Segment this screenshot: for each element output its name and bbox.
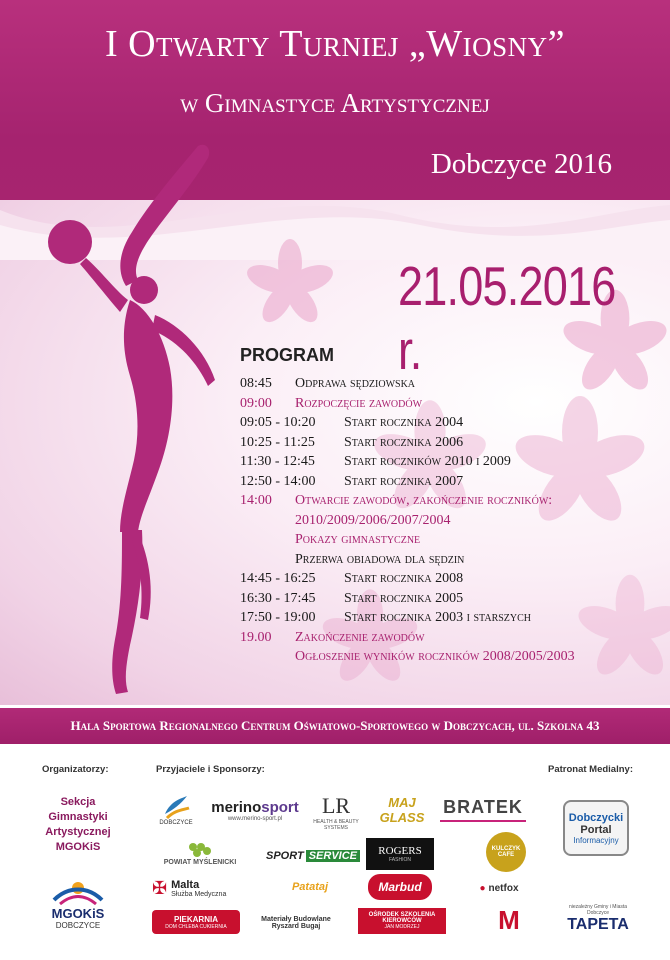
tapeta-text: TAPETA [567,916,629,933]
portal-line2: Portal [580,823,612,836]
program-row [240,413,660,433]
m-letter: M [498,904,520,935]
program-desc: Otwarcie zawodów, zakończenie roczników: [295,493,553,508]
program-desc: Start rocznika 2008 [344,571,464,586]
portal-logo [563,800,629,856]
netfox-icon: ● [479,882,486,894]
program-desc: Start rocznika 2004 [344,415,464,430]
kulczyk-logo: KULCZYK CAFE [486,832,526,872]
program-row [240,491,660,511]
portal-line1: Dobczycki [568,811,624,824]
program-row [240,647,660,667]
program-desc: Start rocznika 2005 [344,590,464,606]
sekcja-line3: Artystycznej [45,826,111,838]
piekarnia-logo [152,910,240,934]
rogers-sub: FASHION [389,857,411,863]
malta-text1: Malta [171,878,200,891]
m-logo [494,904,524,936]
program-desc: Ogłoszenie wyników roczników 2008/2005/2003 [295,649,575,664]
sekcja-line1: Sekcja [60,796,96,808]
osrodek-text2: KIEROWCÓW [382,918,422,924]
powiat-logo [150,838,250,868]
mgokis-name: MGOKiS [51,906,105,921]
dobczyce-icon [161,794,191,820]
program-desc: Start rocznika 2003 i starszych [344,610,532,625]
rogers-text: ROGERS [378,845,422,857]
osrodek-text3: JAN MODRZEJ [384,924,420,930]
media-label: Patronat Medialny: [548,764,633,775]
sekcja-line2: Gimnastyki [48,811,108,823]
program-row [240,472,660,492]
program-row [240,511,660,531]
program-time: 12:50 - 14:00 [240,473,316,489]
rogers-logo [366,838,434,870]
merino-logo [212,790,298,830]
program-time [240,550,295,570]
dobczyce-text: DOBCZYCE [159,820,193,826]
majglass-logo: MAJ GLASS [379,795,425,825]
program-time: 16:30 - 17:45 [240,590,316,606]
program-time: 17:50 - 19:00 [240,610,316,625]
program-row [240,452,660,472]
powiat-text: POWIAT MYŚLENICKI [163,858,237,866]
program-rows [240,374,660,667]
marbud-logo: Marbud [368,874,432,900]
gymnast-silhouette [20,140,240,700]
sekcja-logo [28,790,128,860]
mgokis-logo [28,872,128,936]
lr-text: LR [321,793,351,818]
program [240,345,660,667]
dobczyce-logo [150,790,202,830]
program-desc: 2010/2009/2006/2007/2004 [295,512,451,528]
malta-logo [152,874,248,902]
program-row [240,628,660,648]
title-line3: Dobczyce 2016 [430,148,612,180]
program-time [240,530,295,550]
program-desc: Przerwa obiadowa dla sędzin [295,551,465,567]
tapeta-sub: niezależny Gminy i Miasta Dobczyce [568,904,628,916]
merino-url: www.merino-sport.pl [227,815,283,822]
bratek-logo: BRATEK [440,794,526,822]
program-desc: Start roczników 2010 i 2009 [344,454,511,469]
maltese-cross-icon: ✠ [152,877,168,898]
merino-sport-text: sport [261,798,299,816]
program-row [240,569,660,589]
program-desc: Pokazy gimnastyczne [295,532,421,547]
program-row [240,530,660,550]
program-desc: Odprawa sędziowska [295,376,416,391]
netfox-logo [468,878,530,898]
event-date: 21.05.2016 r. [398,255,616,381]
program-desc: Rozpoczęcie zawodów [295,395,423,411]
osrodek-text1: OŚRODEK SZKOLENIA [368,912,436,918]
sportservice-text2: SERVICE [306,850,360,862]
program-time [240,511,295,531]
materialy-logo [252,910,340,936]
program-time [240,647,295,667]
osrodek-logo [358,908,446,934]
materialy-text1: Materiały Budowlane [261,916,331,923]
program-desc: Start rocznika 2006 [344,434,464,450]
portal-line3: Informacyjny [573,835,619,845]
program-time: 10:25 - 11:25 [240,434,315,450]
grapes-icon [187,841,213,859]
sponsors-label: Przyjaciele i Sponsorzy: [156,764,265,775]
title-line2: w Gimnastyce Artystycznej [180,88,490,118]
program-desc: Start rocznika 2007 [344,473,464,489]
lr-logo [306,788,366,836]
patataj-logo: Patataj [291,881,329,893]
sekcja-line4: MGOKiS [55,841,101,853]
lr-sub: HEALTH & BEAUTY SYSTEMS [313,819,359,831]
mgokis-sub: DOBCZYCE [55,921,101,930]
piekarnia-text: PIEKARNIA [173,914,218,924]
program-row [240,374,660,394]
tapeta-logo [560,902,636,936]
program-row [240,433,660,453]
organizers-label: Organizatorzy: [42,764,109,775]
program-time: 09:00 [240,395,272,411]
sportservice-logo [266,846,357,866]
program-time: 09:05 - 10:20 [240,415,316,430]
program-time: 19.00 [240,629,272,645]
program-time: 08:45 [240,376,272,391]
title-line1: I Otwarty Turniej „Wiosny” [104,23,566,65]
program-row [240,550,660,570]
program-time: 11:30 - 12:45 [240,454,315,469]
program-row [240,589,660,609]
materialy-text2: Ryszard Bugaj [271,923,321,930]
program-row [240,608,660,628]
venue-band: Hala Sportowa Regionalnego Centrum Oświatowo-Sportowego w Dobczycach, ul. Szkolna 43 [0,708,670,744]
mgokis-icon [50,878,106,906]
netfox-text: netfox [488,882,519,894]
program-time: 14:45 - 16:25 [240,571,316,586]
program-row [240,394,660,414]
program-title: PROGRAM [240,345,334,365]
program-desc: Zakończenie zawodów [295,629,425,645]
malta-text2: Służba Medyczna [171,890,227,898]
sportservice-text1: SPORT [266,850,304,862]
piekarnia-sub: DOM CHLEBA CUKIERNIA [165,923,227,930]
program-time: 14:00 [240,493,272,508]
merino-text: merino [211,798,262,816]
